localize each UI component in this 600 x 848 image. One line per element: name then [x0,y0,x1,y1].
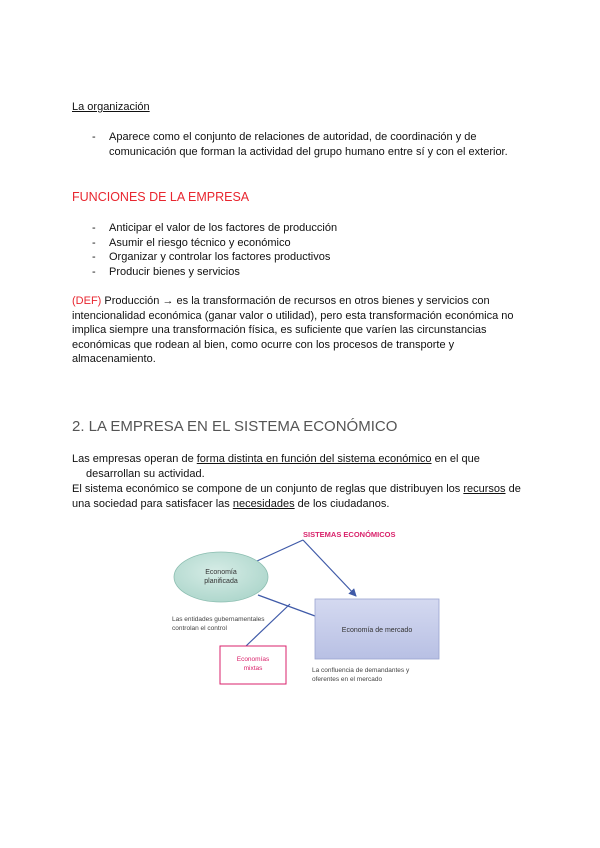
planned-economy-caption: Las entidades gubernamentales [172,616,265,623]
bullet-dash: - [92,222,96,234]
planned-economy-label: Economía [205,569,237,576]
def-line4: económicas que rodean al bien, como ocurre con los procesos de transporte y [72,338,455,351]
connector-to-mixed [246,604,290,646]
underlined-term: forma distinta en función del sistema económico [196,453,432,465]
def-line2: intencionalidad económica (ganar valor o utilidad), pero esta transformación económica no [72,309,514,322]
market-economy-label: Economía de mercado [341,627,413,634]
connector-planned-market [258,595,315,616]
def-line1: Producción → es la transformación de recursos en otros bienes y servicios con [101,295,490,307]
mixed-economies-label: Economías [236,656,270,663]
funciones-item: Organizar y controlar los factores productivos [109,251,331,263]
bullet-dash: - [92,265,96,278]
bullet-dash: - [92,251,96,263]
text-run: en el que [431,453,480,465]
bullet-dash: - [92,236,96,249]
arrow-to-market [303,540,356,596]
text-run: El sistema económico se compone de un conjunto de reglas que distribuyen los [72,483,464,495]
funciones-heading: FUNCIONES DE LA EMPRESA [72,190,250,204]
org-heading: La organización [72,101,150,113]
planned-economy-caption: controlan el control [172,625,227,632]
def-tag: (DEF) [72,295,102,307]
text-run: una sociedad para satisfacer las [72,497,233,510]
market-economy-caption: oferentes en el mercado [312,676,383,683]
section-title: 2. LA EMPRESA EN EL SISTEMA ECONÓMICO [72,418,398,435]
funciones-item: Anticipar el valor de los factores de producción [109,222,338,234]
market-economy-caption: La confluencia de demandantes y [312,667,410,674]
planned-economy-label: planificada [204,578,238,585]
org-text-line2: comunicación que forman la actividad del grupo humano entre sí y con el exterior. [109,146,508,158]
funciones-item: Asumir el riesgo técnico y económico [109,236,291,249]
text-run: de [505,483,521,495]
bullet-dash: - [92,131,96,143]
mixed-economies-label: mixtas [243,665,263,672]
text-run: desarrollan su actividad. [86,467,205,480]
def-line3: implica siempre una transformación física, es suficiente que varíen las circunstancias [72,324,487,336]
funciones-item: Producir bienes y servicios [109,265,240,278]
underlined-term: necesidades [232,497,295,510]
def-line5: almacenamiento. [72,353,156,365]
underlined-term: recursos [463,483,506,495]
text-run: de los ciudadanos. [294,497,390,510]
planned-economy-node [174,552,268,602]
text-run: Las empresas operan de [72,453,197,465]
diagram-title: SISTEMAS ECONÓMICOS [303,530,396,539]
org-text-line1: Aparece como el conjunto de relaciones de autoridad, de coordinación y de [109,131,477,143]
